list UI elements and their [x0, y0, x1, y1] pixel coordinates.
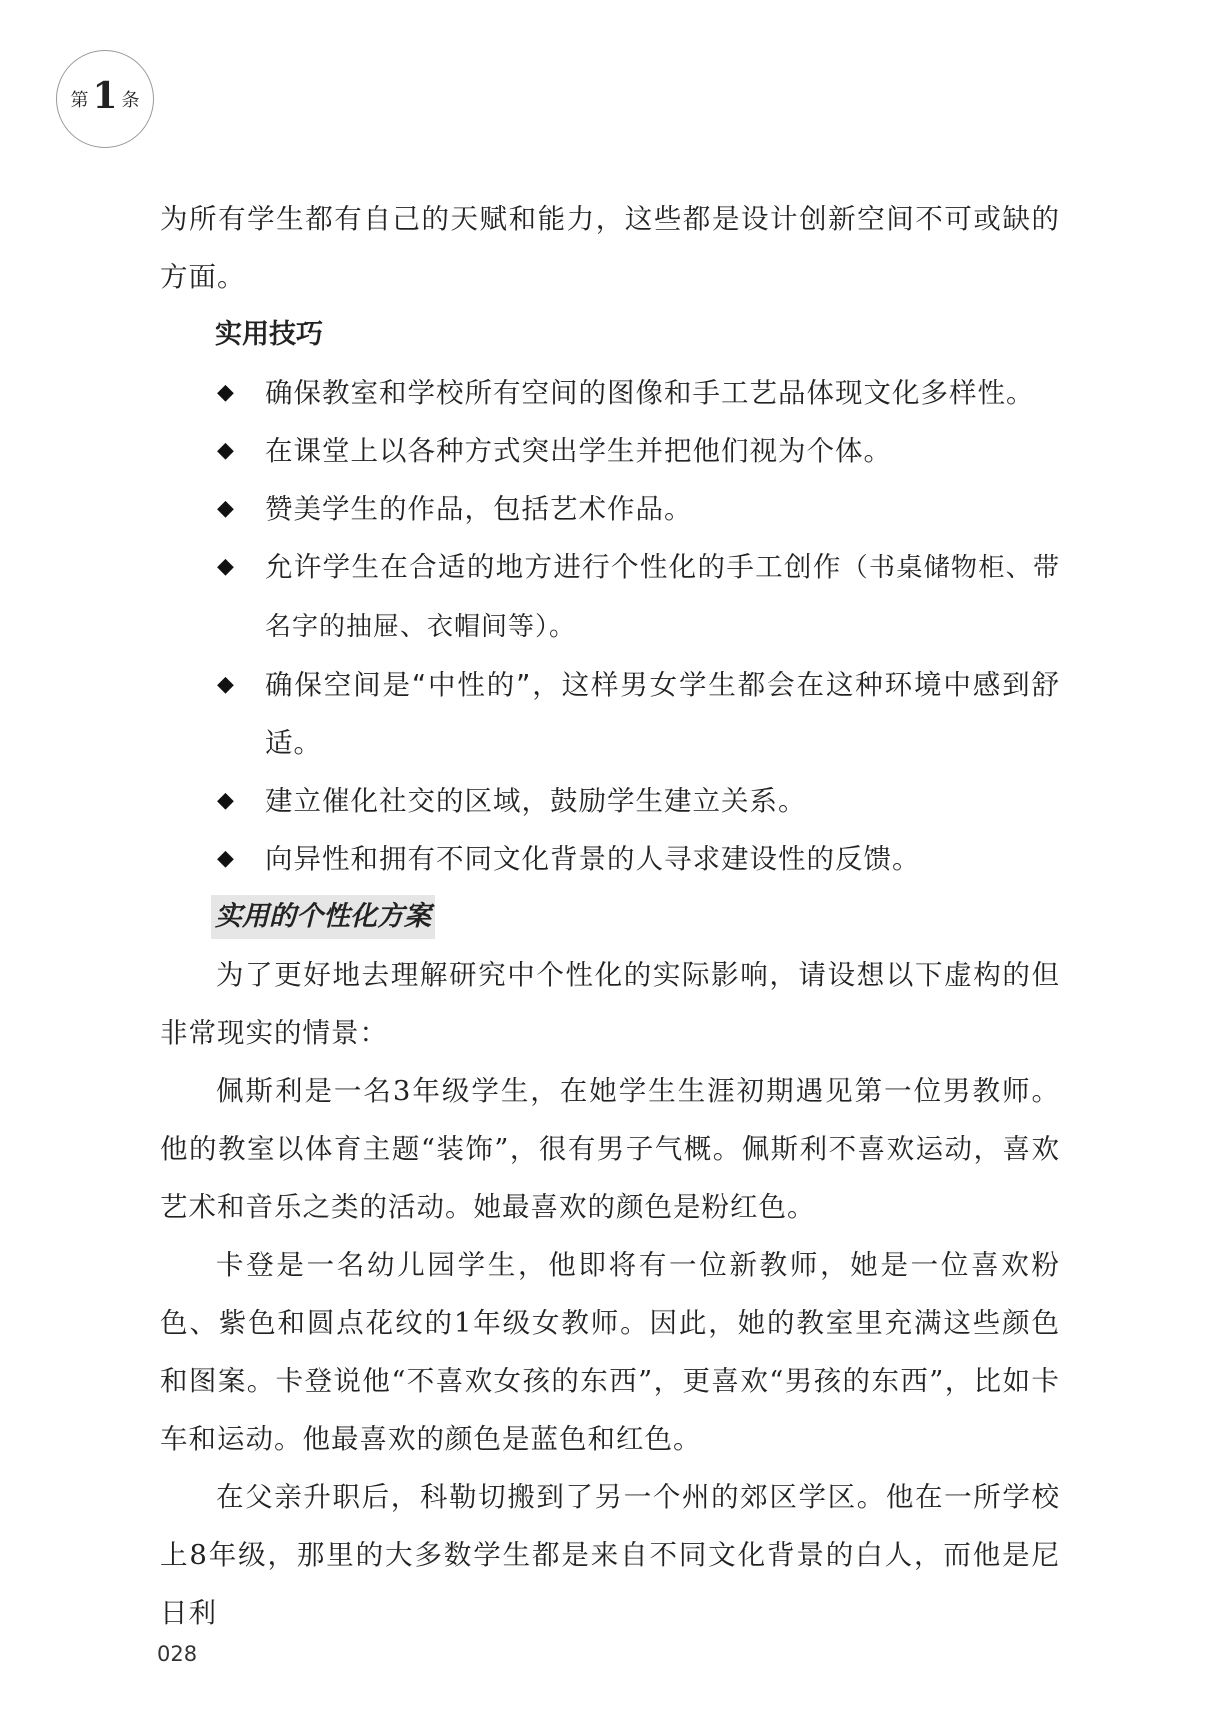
tips-list: [160, 364, 1060, 888]
chapter-badge: [56, 50, 154, 148]
tip-item: [160, 830, 1060, 888]
diamond-icon: ◆: [217, 554, 235, 579]
tip-item: [160, 656, 1060, 772]
tip-item: [160, 422, 1060, 480]
tips-heading: 实用技巧: [215, 319, 323, 350]
chapter-number: 1: [92, 75, 118, 117]
tip-item: [160, 772, 1060, 830]
page-number: 028: [157, 1642, 198, 1666]
diamond-icon: ◆: [217, 672, 235, 697]
chapter-suffix: 条: [121, 90, 140, 111]
page-content: [160, 190, 1060, 1642]
scenario-lead: 为了更好地去理解研究中个性化的实际影响，请设想以下虚构的但非常现实的情景：: [160, 959, 1060, 1049]
scenario-paragraph: 佩斯利是一名3年级学生，在她学生生涯初期遇见第一位男教师。他的教室以体育主题“装饰”，很有男子气概。佩斯利不喜欢运动，喜欢艺术和音乐之类的活动。她最喜欢的颜色是粉红色。: [160, 1075, 1060, 1223]
tip-item: [160, 364, 1060, 422]
tip-text: 在课堂上以各种方式突出学生并把他们视为个体。: [265, 435, 892, 467]
tip-item: [160, 538, 1060, 656]
scenario-heading: 实用的个性化方案: [211, 895, 435, 939]
diamond-icon: ◆: [217, 496, 235, 521]
scenario-paragraph: 卡登是一名幼儿园学生，他即将有一位新教师，她是一位喜欢粉色、紫色和圆点花纹的1年级女教师。因此，她的教室里充满这些颜色和图案。卡登说他“不喜欢女孩的东西”，更喜欢“男孩的东西”，比如卡车和运动。他最喜欢的颜色是蓝色和红色。: [160, 1249, 1060, 1455]
tip-item: [160, 480, 1060, 538]
tip-text: 赞美学生的作品，包括艺术作品。: [265, 493, 693, 525]
tip-text: 允许学生在合适的地方进行个性化的手工创作: [265, 551, 842, 583]
tip-note: （书桌储物柜、带名字的抽屉、衣帽间等）。: [265, 553, 1060, 642]
diamond-icon: ◆: [217, 380, 235, 405]
scenario-paragraph: 在父亲升职后，科勒切搬到了另一个州的郊区学区。他在一所学校上8年级，那里的大多数学生都是来自不同文化背景的白人，而他是尼日利: [160, 1481, 1060, 1629]
tip-text: 建立催化社交的区域，鼓励学生建立关系。: [265, 785, 807, 817]
chapter-prefix: 第: [70, 90, 89, 111]
tip-text: 确保空间是“中性的”，这样男女学生都会在这种环境中感到舒适。: [265, 669, 1060, 759]
diamond-icon: ◆: [217, 438, 235, 463]
diamond-icon: ◆: [217, 788, 235, 813]
tip-text: 确保教室和学校所有空间的图像和手工艺品体现文化多样性。: [265, 377, 1035, 409]
tip-text: 向异性和拥有不同文化背景的人寻求建设性的反馈。: [265, 843, 921, 875]
continued-paragraph: 为所有学生都有自己的天赋和能力，这些都是设计创新空间不可或缺的方面。: [160, 203, 1060, 293]
diamond-icon: ◆: [217, 846, 235, 871]
